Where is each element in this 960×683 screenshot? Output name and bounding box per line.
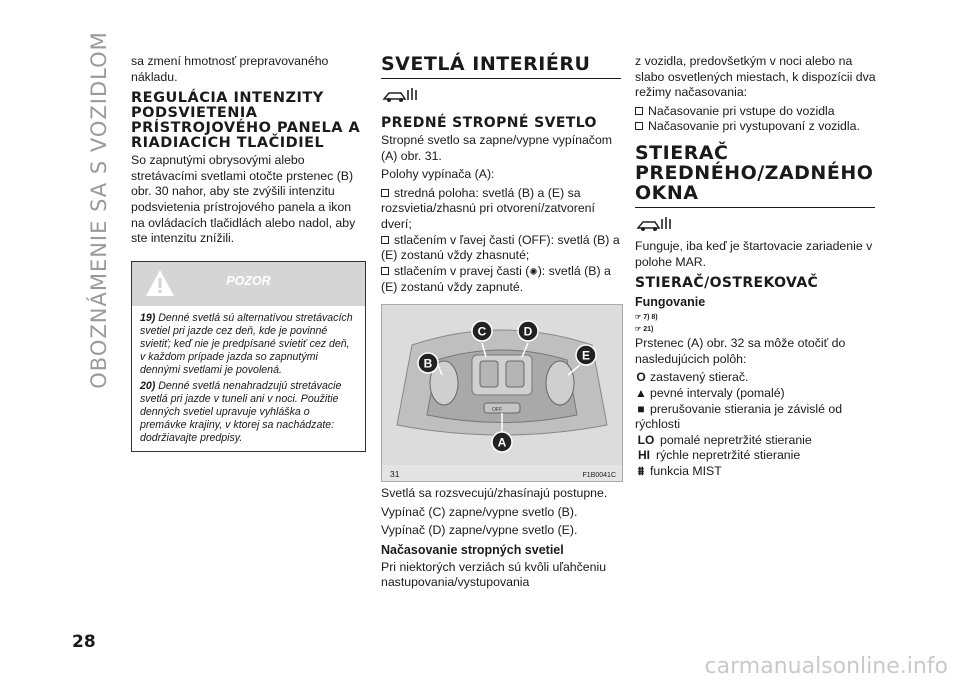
interior-light-icon: ✺: [529, 266, 538, 278]
checkbox-bullet-icon: [381, 189, 389, 197]
list-item: stredná poloha: svetlá (B) a (E) sa rozsvietia/zhasnú pri otvorení/zatvorení dverí;: [381, 185, 595, 231]
list-item: HI rýchle nepretržité stieranie: [635, 448, 883, 464]
ring-text: Prstenec (A) obr. 32 sa môže otočiť do nasledujúcich polôh:: [635, 336, 846, 366]
warning-box: [131, 261, 366, 452]
figure-label-C: [472, 321, 492, 341]
timing-text-cont: z vozidla, predovšetkým v noci alebo na slabo osvetlených miestach, k dispozícii dva režimy načasovania:: [635, 54, 876, 100]
note-refs-2: ☞ 21): [635, 326, 654, 334]
brightness-text: So zapnutými obrysovými alebo stretávacími svetlami otočte prstenec (B) obr. 30 nahor, aby ste zvýšili intenzitu podsvietenia prístrojového panela a ikon na ovládacích tlačidlách alebo nadol, aby ste intenzitu znížili.: [131, 153, 356, 246]
ceiling-text-2: Polohy vypínača (A):: [381, 167, 495, 182]
column-1: [131, 54, 366, 452]
list-item: LO pomalé nepretržité stieranie: [635, 433, 883, 449]
warning-note-20: 20): [140, 379, 156, 392]
svg-text:A: A: [497, 435, 507, 450]
figure-31: [381, 304, 623, 482]
notes-icon: ☞: [635, 314, 642, 322]
wiper-speed-icon: ■: [637, 401, 645, 416]
side-title-text: OBOZNÁMENIE SA S VOZIDLOM: [87, 31, 111, 389]
wiper-lo-icon: LO: [637, 432, 655, 447]
svg-text:B: B: [423, 356, 433, 371]
mist-icon: ⩩: [637, 463, 645, 478]
checkbox-bullet-icon: [381, 267, 389, 275]
list-item: O zastavený stierač.: [636, 370, 749, 385]
figure-code: F1B0041C: [582, 471, 616, 479]
car-lights-icon: [635, 214, 675, 234]
title-interior-lights: SVETLÁ INTERIÉRU: [381, 53, 591, 75]
figure-label-D: [518, 321, 538, 341]
title-rule: [381, 78, 621, 79]
note-refs-1: ☞ 7) 8): [635, 314, 658, 322]
switch-d-text: Vypínač (D) zapne/vypne svetlo (E).: [381, 523, 578, 538]
figure-label-E: [576, 345, 596, 365]
list-item: ▲ pevné intervaly (pomalé): [635, 385, 785, 400]
warning-text-2: Denné svetlá nenahradzujú stretávacie svetlá pri jazde v tuneli ani v noci. Použitie denných svetiel upravuje vyhláška o premávke krajiny, v ktorej sa nachádzate: dodržiavajte predpisy.: [140, 379, 342, 444]
wiper-hi-icon: HI: [638, 448, 650, 463]
figure-label-B: [418, 353, 438, 373]
lights-gradual-text: Svetlá sa rozsvecujú/zhasínajú postupne.: [381, 485, 608, 500]
list-item: ⩩ funkcia MIST: [635, 464, 883, 480]
list-item: stlačením v pravej časti (✺): svetlá (B) a (E) zostanú vždy zapnuté.: [381, 263, 611, 295]
heading-wiper-washer: STIERAČ/OSTREKOVAČ: [635, 275, 819, 292]
heading-timing: Načasovanie stropných svetiel: [381, 542, 564, 557]
heading-brightness: REGULÁCIA INTENZITY PODSVIETENIA PRÍSTROJOVÉHO PANELA A RIADIACICH TLAČIDIEL: [131, 90, 361, 152]
warning-note-19: 19): [140, 311, 156, 324]
ceiling-light-illustration: [382, 305, 622, 465]
svg-text:C: C: [477, 324, 487, 339]
column-2: [381, 54, 624, 594]
ceiling-text-1: Stropné svetlo sa zapne/vypne vypínačom (A) obr. 31.: [381, 133, 613, 163]
intro-text: sa zmení hmotnosť prepravovaného nákladu.: [131, 54, 329, 84]
timing-text: Pri niektorých verziách sú kvôli uľahčeniu nastupovania/vystupovania: [381, 559, 607, 590]
svg-text:D: D: [523, 324, 533, 339]
warning-text-1: Denné svetlá sú alternatívou stretávacích svetiel pri jazde cez deň, kde je povinné svietiť; keď nie je predpísané svietiť cez deň, v každom prípade jazda so zapnutými dennými svetlami je povolená.: [140, 311, 353, 376]
switch-c-text: Vypínač (C) zapne/vypne svetlo (B).: [381, 504, 578, 519]
page-number: 28: [72, 632, 96, 652]
car-lights-icon: [381, 85, 421, 105]
warning-label: POZOR: [226, 273, 271, 288]
checkbox-bullet-icon: [635, 107, 643, 115]
list-item: stlačením v ľavej časti (OFF): svetlá (B) a (E) zostanú vždy zhasnuté;: [381, 232, 620, 263]
wiper-intro-text: Funguje, iba keď je štartovacie zariadenie v polohe MAR.: [635, 238, 873, 269]
figure-caption: 31: [390, 468, 400, 479]
list-item: ■ prerušovanie stierania je závislé od rýchlosti: [635, 401, 843, 432]
wiper-off-icon: O: [636, 370, 646, 385]
checkbox-bullet-icon: [635, 122, 643, 130]
heading-operation: Fungovanie: [635, 295, 706, 310]
checkbox-bullet-icon: [381, 236, 389, 244]
wiper-intermittent-icon: ▲: [635, 385, 647, 400]
figure-label-A: [492, 432, 512, 452]
side-section-title: [84, 20, 114, 400]
title-wipers: STIERAČ PREDNÉHO/ZADNÉHO OKNA: [635, 141, 874, 204]
title-rule: [635, 207, 875, 208]
heading-front-ceiling: PREDNÉ STROPNÉ SVETLO: [381, 115, 597, 131]
watermark: carmanualsonline.info: [704, 654, 948, 679]
list-item: Načasovanie pri vstupe do vozidla: [635, 104, 883, 120]
column-3: [635, 54, 883, 480]
list-item: Načasovanie pri vystupovaní z vozidla.: [635, 119, 883, 135]
figure-off-text: OFF: [492, 406, 502, 413]
warning-body: [132, 306, 365, 451]
svg-text:E: E: [581, 348, 591, 363]
notes-icon: ☞: [635, 326, 642, 334]
warning-header: [132, 262, 365, 306]
